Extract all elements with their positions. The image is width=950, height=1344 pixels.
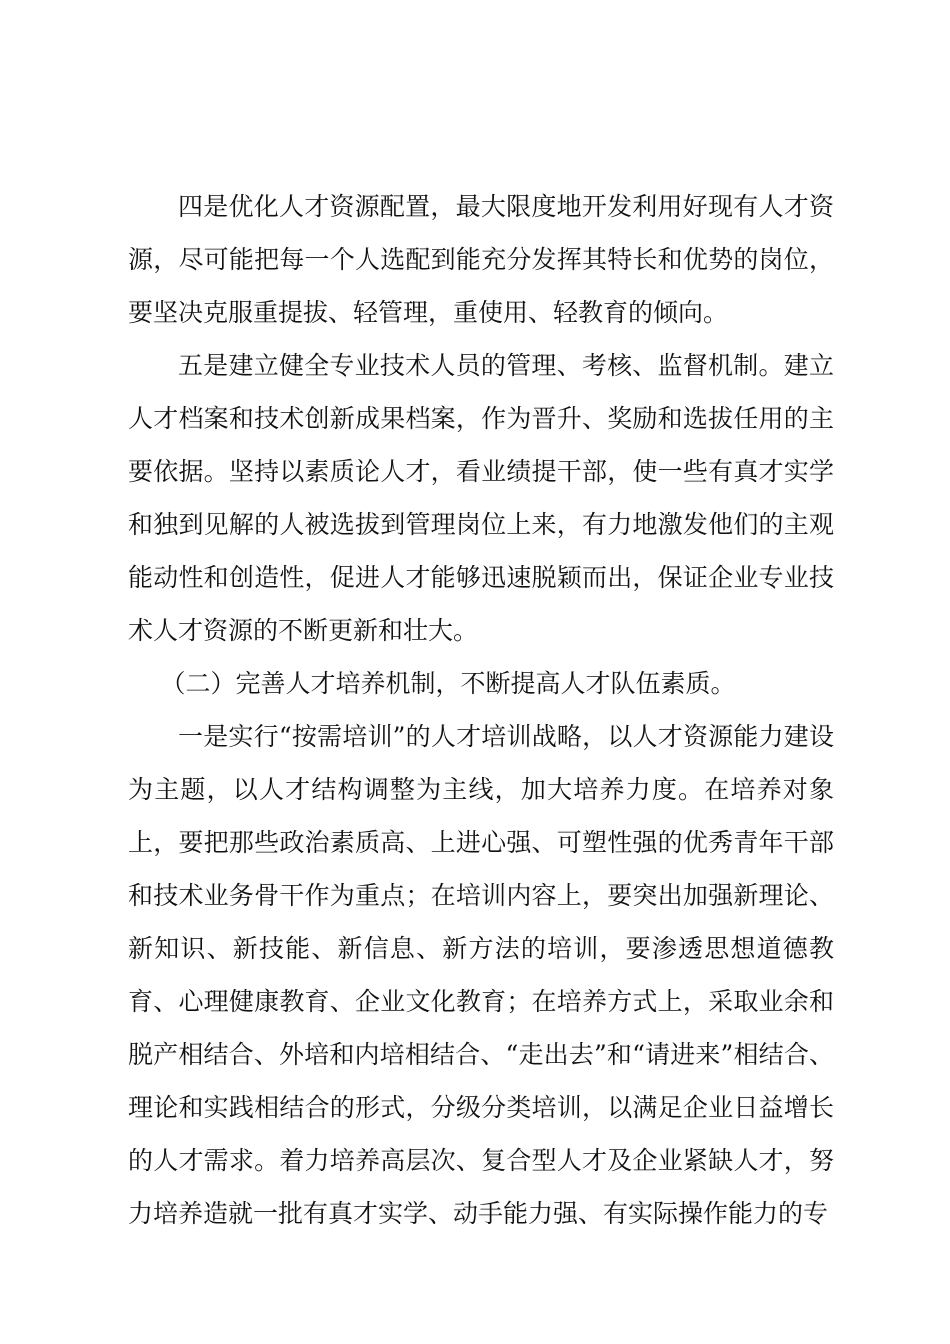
paragraph-optimize-allocation: 四是优化人才资源配置，最大限度地开发利用好现有人才资源，尽可能把每一个人选配到能充分发挥其特长和优势的岗位，要坚决克服重提拔、轻管理，重使用、轻教育的倾向。 <box>128 192 834 327</box>
paragraph-management-mechanism: 五是建立健全专业技术人员的管理、考核、监督机制。建立人才档案和技术创新成果档案，作为晋升、奖励和选拔任用的主要依据。坚持以素质论人才，看业绩提干部，使一些有真才实学和独到见解的人被选拔到管理岗位上来，有力地激发他们的主观能动性和创造性，促进人才能够迅速脱颖而出，保证企业专业技术人才资源的不断更新和壮大。 <box>128 351 834 645</box>
section-heading-training-mechanism: （二）完善人才培养机制，不断提高人才队伍素质。 <box>160 669 736 698</box>
body-text <box>128 180 834 1240</box>
paragraph-training-strategy: 一是实行“按需培训”的人才培训战略，以人才资源能力建设为主题，以人才结构调整为主线，加大培养力度。在培养对象上，要把那些政治素质高、上进心强、可塑性强的优秀青年干部和技术业务骨干作为重点；在培训内容上，要突出加强新理论、新知识、新技能、新信息、新方法的培训，要渗透思想道德教育、心理健康教育、企业文化教育；在培养方式上，采取业余和脱产相结合、外培和内培相结合、“走出去”和“请进来”相结合、理论和实践相结合的形式，分级分类培训，以满足企业日益增长的人才需求。着力培养高层次、复合型人才及企业紧缺人才，努力培养造就一批有真才实学、动手能力强、有实际操作能力的专 <box>128 722 834 1228</box>
